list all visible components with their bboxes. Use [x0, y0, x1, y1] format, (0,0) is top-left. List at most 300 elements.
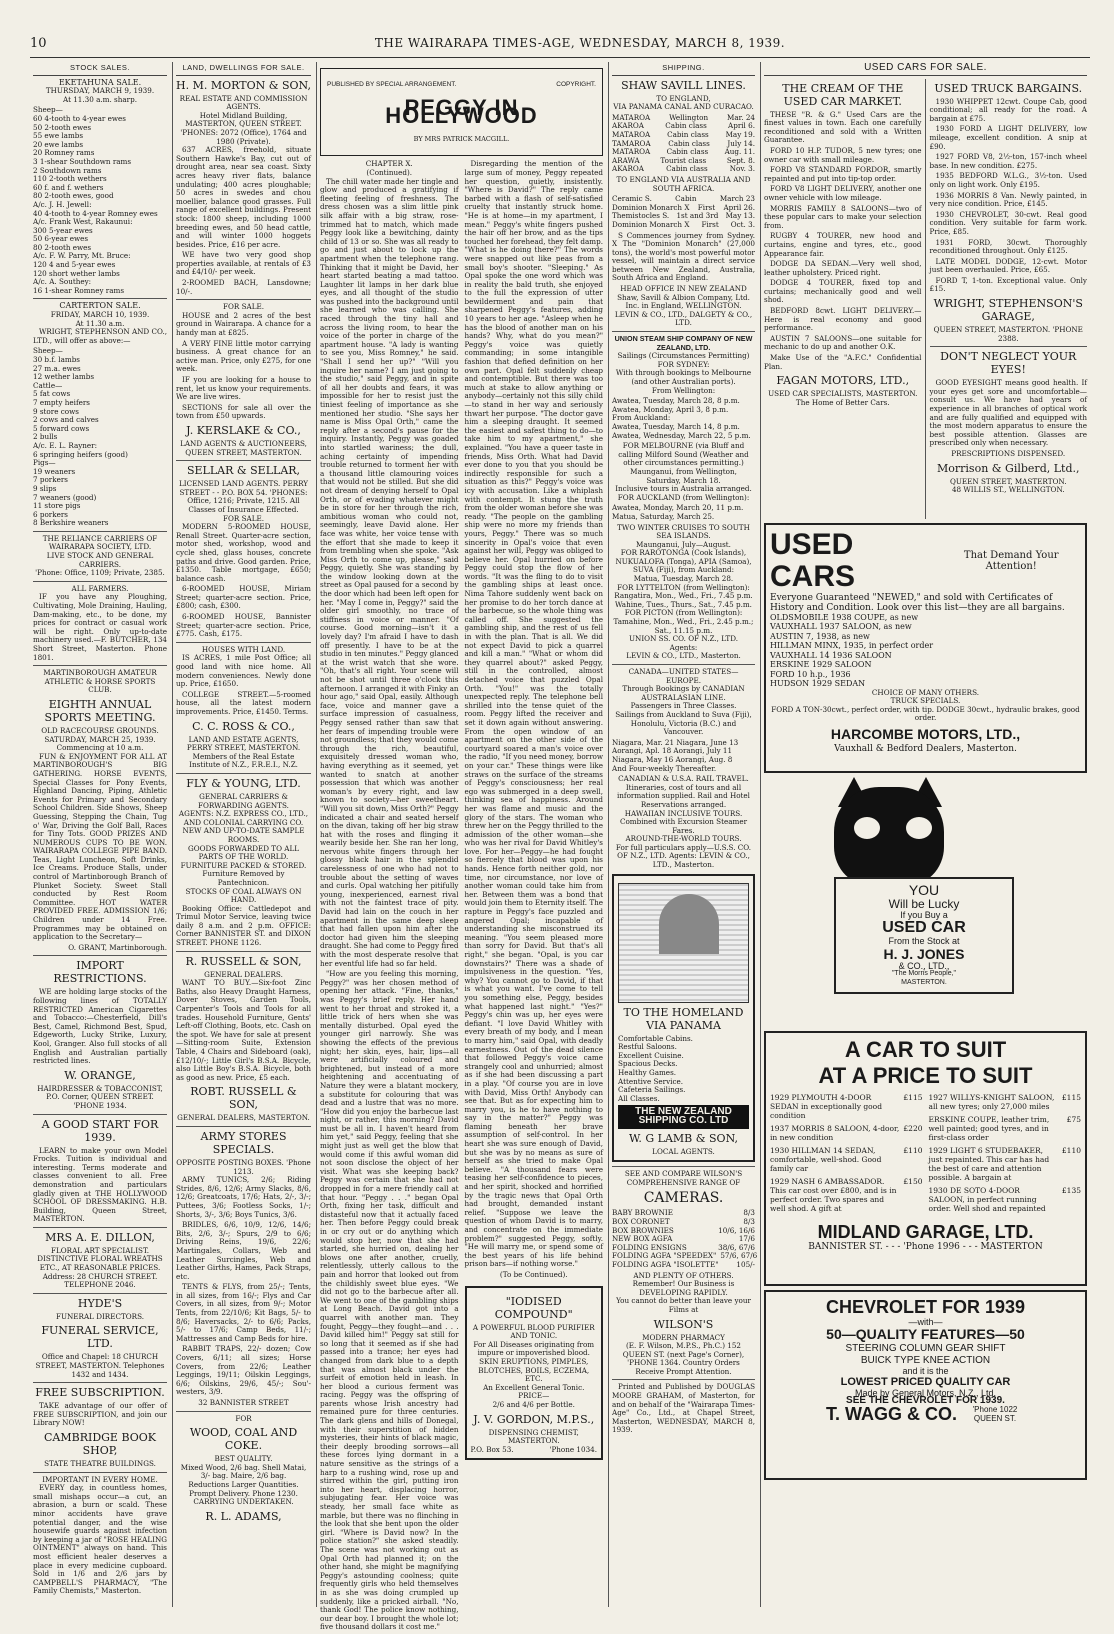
- story-text: Disregarding the mention of the large sum of money, Peggy repeated her question, quietly, insistently. "Where is David?" The reply came barbed with a flash of self-satisfied cruelty that instantly struck home. "He is at home—in my apartment, I mean." Peggy's white fingers pushed the hair off her brow, and as the tips touched her forehead, they felt damp. "What is he doing there?" The words were snapped out like peas from a small boy's shooter. "Sleeping." As Opal spoke the one word which was in reality the bald truth, she enjoyed to the full the expression of utter bewilderment and pain that sharpened Peggy's features, adding 10 years to her age. "Asleep when he has the blood of another man on his hands? Why, what do you mean?" Peggy's voice was quietly commanding; in some intangible fashion that defied definition on her own part. Opal felt suddenly cheap and contemptible. But there was too much at stake to allow anything or anybody—certainly not this silly child—to stand in her way and seriously thwart her purpose. "The doctor gave him a sleeping draught. It seemed the easiest and safest thing to do—to take him to my apartment," she explained. "You have a queer taste in friends, Miss Orth. What had David ever done to you that you should be indirectly responsible for such a situation as this?" Peggy's voice was icy with accusation. Like a whiplash with contempt. It stung the truth from the older woman before she was ready. "The people on the gambling ship were no more my friends than yours, Peggy." There was so much sincerity in Opal's voice that even against her will, Peggy was obliged to believe her. Opal hurried on before Peggy could stop the flow of her words. "It was the fling to do to visit the gambling ships at least once. Nima Tahore suddenly went back on her promise to do her torch dance at the barbecue, so the whole thing was called off. She suggested the gambling ship, and the rest of us fell in with the plan. That is all. We did not expect David to pick a quarrel and kill a man." "What or whom did they quarrel about?" asked Peggy, still in the controlled, almost detached voice that puzzled Opal Orth. "You!" was the totally unexpected reply. The telephone bell shrilled into the tense quiet of the room. Peggy lifted the receiver and set it down again without answering. From the open window of an apartment on the other side of the courtyard soared a man's voice over the radio, "If you need money, borrow on your car." These things were like straws on the surface of the streams of Peggy's consciousness; her real ego was submerged in a deep swell, thinking sea of happiness. Around her was flame and music and the glory of the stars. The woman who threw her on the Peggy thrilled to the admission of the other woman—she who was her rival for David Whitley's love. For her—Peggy—he had fought so fiercely that blood was upon his hands. Hence forth neither gold, nor time, nor circumstance, nor love of another woman could take him from her. Between them was a bond that would join them to Eternity itself. The rapture in Peggy's face puzzled and angered Opal; incapable of understanding she misconstrued its meaning. "You seem pleased more than sorry for David. But that's all right," she began. "Opal, is you car downstairs?" There was a shade of impulsiveness in the question. "Yes, why? You cannot go to David, if that is what you want. I've come to tell you something else, Peggy, besides what happened last night." "Yes?" Peggy's chin was up, her eyes were defiant. "I love David Whitley with every breath of my body, and I mean to marry him," said Opal, with deadly earnestness. Out of the dead silence that followed Peggy's voice came strangely cool and unhurried; almost as if she had been discussing a part in a play. "Of course you are in love with David, Miss Orth! Anybody can see that. But as for expecting him to marry you, is he to have nothing to say in the matter?" Peggy was flaming beneath her brave assumption of self-control. In her heart she was sure enough of David, but she was by no means as sure of herself as she tried to make Opal believe. "A thousand fears were teasing her self-confidence to pieces, and her spirit, shocked and horrified by the tragic news that Opal Orth had brought, demanded instant relief. "Suppose we leave the question of whom David is to marry, and concentrate on the immediate problem?" suggested Peggy, softly. "He will marry me, or spend some of the best years of his life behind prison bars—if nothing worse.": [464, 159, 603, 1269]
- sale-lot: A/c. J. H. Jewell:: [33, 199, 92, 209]
- listing: A VERY FINE little motor carrying business. A great chance for an active man. Price, only £275, for one week.: [176, 338, 311, 374]
- hyde-text: Office and Chapel: 18 CHURCH STREET, MASTERTON. Telephones 1432 and 1434.: [35, 1352, 165, 1379]
- agent-sub: GENERAL CARRIERS & FORWARDING AGENTS.: [198, 791, 289, 810]
- listing: Booking Office: Cattledepot and Trimul Motor Service, leaving twice daily 8 a.m. and 2 p.m. OFFICE: Corner BANNISTER ST. and DIXON STREET. PHONE 1126.: [176, 903, 311, 948]
- sailing-row-cell: Cabin: [675, 194, 697, 204]
- sub-shop2: STATE THEATRE BUILDINGS.: [44, 1459, 156, 1468]
- jones-tag: "The Morris People,": [891, 970, 957, 978]
- midland-car-cell: £115: [903, 1092, 923, 1102]
- car-listing: RUGBY 4 TOURER, new hood and curtains, engine and tyres, etc., good Appearance fair.: [764, 231, 922, 258]
- sailing-row-cell: First: [697, 202, 716, 212]
- camera-row-cell: 17/6: [738, 1234, 755, 1244]
- agent-name: ARMY STORES SPECIALS.: [200, 1129, 287, 1156]
- sailing-table: [612, 114, 755, 174]
- listing: COLLEGE STREET.—5-roomed house, all the latest modern improvements. Price, £1450. Terms.: [176, 689, 311, 716]
- camera-row-cell: BOX CORONET: [612, 1216, 670, 1226]
- route: UNION SS. CO. OF N.Z., LTD.: [629, 634, 738, 644]
- ad-line: SKIN ERUPTIONS, PIMPLES,: [479, 1356, 589, 1366]
- harcombe-ad: [764, 523, 1087, 773]
- listing: MODERN 5-ROOMED HOUSE, Renall Street. Quarter-acre section, motor shed, workshop, wood and cycle shed, glass houses, concrete paths and drive. Good garden. Price, £1350. Table mortgage, £650; balance cash.: [176, 522, 311, 583]
- midland-car-cell: 1929 NASH 6 AMBASSADOR. This car cost over £800, and is in perfect order. Two spares and well shod. A gift at: [770, 1176, 897, 1213]
- route: With through bookings to Melbourne (and other Australian ports).: [615, 368, 752, 386]
- sports-venue: OLD RACECOURSE GROUNDS.: [41, 725, 159, 735]
- sale-lot: 6 springing heifers (good): [33, 449, 128, 459]
- midland-name: MIDLAND GARAGE, LTD.: [817, 1221, 1034, 1242]
- section-header: STOCK SALES.: [33, 62, 167, 76]
- sailing-row-cell: Dominion Monarch X: [612, 219, 690, 229]
- agent-name: H. M. MORTON & SON,: [176, 78, 311, 92]
- sale-lot: 50 2-tooth ewes: [33, 122, 92, 132]
- harcombe-demand: That Demand Your Attention!: [963, 549, 1059, 572]
- sailing-row-cell: Mar. 24: [726, 112, 755, 122]
- sailing-line: Awatea, Monday, March 20, 11 p.m.: [612, 503, 744, 513]
- line-sub: VIA PANAMA CANAL AND CURACAO.: [613, 102, 754, 112]
- sailing-line: Awatea, Tuesday, March 28, 8 p.m.: [612, 396, 740, 406]
- midland-car: [770, 1146, 923, 1173]
- chev-feature: Made by General Motors, N.Z., Ltd.: [854, 1387, 997, 1398]
- agent-sub: NEW AND UP-TO-DATE SAMPLE ROOMS.: [182, 826, 305, 844]
- route: Sailings from Auckland to Suva (Fiji), Honolulu, Victoria (B.C.) and Vancouver.: [615, 709, 752, 737]
- jones-sign: [834, 877, 1014, 994]
- homeland-feature: Attentive Service.: [618, 1076, 684, 1086]
- listing: HOUSE and 2 acres of the best ground in Wairarapa. A chance for a handy man at £825.: [176, 310, 311, 338]
- harcombe-list: [770, 613, 1081, 689]
- route: Agents:: [669, 642, 698, 652]
- sale-lot: A/c. A. Southey:: [33, 277, 92, 287]
- midland-addr: BANNISTER ST. - - - 'Phone 1996 - - - MASTERTON: [808, 1241, 1043, 1252]
- car-listing: DODGE DA SEDAN.—Very well shod, leather upholstery. Priced right.: [764, 259, 922, 277]
- start-text: LEARN to make your own Model Frocks. Tuition is individual and interesting. Terms moderate and classes convenient to all. Free demonstration and particulars gladly given at THE HOLLYWOOD SCHOOL OF DRESSMAKING. H.B. Building, Queen Street, MASTERTON.: [33, 1145, 167, 1224]
- agent-sub: FURNITURE PACKED & STORED. Furniture Removed by Pantechnicon.: [180, 860, 307, 887]
- sale-lot: 300 5-year ewes: [33, 225, 93, 235]
- morrison-sub: 48 WILLIS ST., WELLINGTON.: [951, 485, 1065, 495]
- sale-lot: 3 1-shear Southdown rams: [33, 156, 132, 166]
- car-listing: DODGE 4 TOURER, fixed top and curtains; mechanically good and well shod.: [764, 278, 922, 305]
- story-text: "How are you feeling this morning, Peggy?" was her chosen method of opening her attack. "Fine, thanks," was Peggy's brief reply. Her hand went to her throat and stroked it, a little trick of hers when she was mentally disturbed. Opal eyed the younger girl narrowly. She was showing the effects of the previous night; her skin, eyes, hair, lips—all were artificially coloured and brightened, but instead of a more heightening and accentuating of Nature they were a blatant mockery, a substitute for colouring that was dead and a lustre that was no more. "How did you enjoy the barbecue last night, or rather, this morning? David must be all in. I haven't heard from him yet," said Peggy, feeling that she might just as well get the blow that would come if this awful woman did not soon disclose the object of her visit. What was she keeping back? Peggy was certain that she had not dropped in for a mere friendly call at that hour. "Peggy . . ." began Opal Orth, fixing her task, difficult and distasteful now that it actually faced her. Then before Peggy could break in or cry out or do anything which would stop her, now that she had started, she hurried on, dealing her blows one after another, cruelly, relentlessly, utterly callous to the pain and horror that looked out from the childishly sweet blue eyes. "We did not go to the barbecue after all. We went to one of the gambling ships at Long Beach. David got into a quarrel with another man. They fought, Peggy—they fought—and . . . David killed him!" Peggy sat still for so long that it seemed as if she had passed into a trance; her eyes had changed from dark blue to a depth that was almost black under the surfeit of emotion held in leash. In her blood a curious ferment was racing. Peggy was the offspring of parents whose Irish ancestry had remained pure for three centuries. The dark glens and hills of Donegal, with their superstition of hidden mysteries, their hints of black magic, their deeply brooding sorrows—all these forces lying dormant in a nature sensitive as the strings of a harp to a rushing wind, rose up and stirred within the girl, putting iron into her heart, displacing horror, subjugating fear. Her voice was steady, her small face white as marble, but there was no flinching in the look that she bent upon the older girl. "Where is David now? In the police station?" she asked steadily. The scene was not working out as Opal Orth had planned it; on the other hand, she might be magnifying Peggy's astounding coolness; quite frequently girls who held themselves in as she was doing crumpled up suddenly, like a pricked airball. "No, thank God! The police know nothing, our dear boy. I brought the whole lot; five thousand dollars it cost me.": [320, 969, 459, 1632]
- midland-car-cell: 1930 HILLMAN 14 SEDAN, comfortable, well-shod. Good family car: [770, 1145, 882, 1173]
- ad-line: 2/6 and 4/6 per Bottle.: [492, 1399, 575, 1409]
- ad-line: MASTERTON.: [507, 1436, 560, 1446]
- sports-title: EIGHTH ANNUAL SPORTS MEETING.: [44, 697, 156, 724]
- cameras-title: CAMERAS.: [643, 1190, 724, 1207]
- route: FOR RAROTONGA (Cook Islands), NUKUALOFA (Tonga), APIA (Samoa), SUVA (Fiji), from Auckland:: [615, 548, 752, 575]
- harcombe-car: VAUXHALL 14 1936 SALOON: [770, 650, 892, 660]
- sailing-row-cell: AKAROA: [612, 164, 644, 174]
- sale-lot: A/c. F. W. Parry, Mt. Bruce:: [33, 251, 131, 261]
- sale-date: THURSDAY, MARCH 9, 1939.: [45, 86, 155, 96]
- sailing-row-cell: Dominion Monarch X: [612, 202, 690, 212]
- dillon-text: FLORAL ART SPECIALIST. DISTINCTIVE FLORAL WREATHS ETC., AT REASONABLE PRICES. Address: 28 CHURCH STREET. TELEPHONE 2046.: [37, 1245, 163, 1290]
- midland-line2: AT A PRICE TO SUIT: [818, 1062, 1033, 1088]
- homeland-feature: Restful Saloons.: [618, 1042, 677, 1052]
- truck-listing: 1930 WHIPPET 12cwt. Coupe Cab, good conditional; all ready for the road. A bargain at £75.: [929, 96, 1087, 123]
- fagan-name: FAGAN MOTORS, LTD.,: [776, 374, 910, 388]
- route: LEVIN & CO., LTD., Masterton.: [626, 651, 741, 661]
- camera-row-cell: FOLDING AGFA "ISOLETTE": [612, 1259, 719, 1269]
- masthead: [30, 36, 1090, 58]
- cameras-line: Remember! Our Business is DEVELOPING RAPIDLY.: [632, 1279, 735, 1297]
- midland-car-cell: £150: [903, 1176, 923, 1186]
- cameras-intro: SEE AND COMPARE WILSON'S COMPREHENSIVE RANGE OF: [624, 1169, 743, 1187]
- agent-phone: 'PHONES: 2072 (Office), 1764 and 1980 (Private).: [180, 127, 307, 146]
- chev-feature: LOWEST PRICED QUALITY CAR: [840, 1375, 1011, 1388]
- serial-author: BY MRS PATRICK MACGILL.: [413, 134, 510, 143]
- wood-for: FOR: [235, 1413, 252, 1423]
- sale-lots: [33, 347, 167, 527]
- sale-lot: Cattle—: [33, 380, 63, 390]
- car-listing: MORRIS FAMILY 8 SALOONS—two of these popular cars to make your selection from.: [764, 203, 922, 230]
- midland-car: [770, 1177, 923, 1213]
- sale-lot: 120 short wether lambs: [33, 268, 120, 278]
- truck-listing: 1930 CHEVROLET, 30-cwt. Real good condition. Very suitable for farm work. Price, £85.: [929, 209, 1087, 236]
- chev-q1: 50—QUALITY FEATURES—50: [826, 1326, 1025, 1343]
- truck-list: [930, 98, 1088, 294]
- midland-car: [929, 1146, 1082, 1182]
- sale-lot: 55 ewe lambs: [33, 131, 84, 141]
- chev-title: CHEVROLET FOR 1939: [825, 1296, 1026, 1317]
- midland-car: [929, 1115, 1082, 1142]
- sailing-row-cell: ARAWA: [612, 155, 640, 165]
- midland-car-cell: ERSKINE COUPE, leather trim, well painted; good tyres, and in first-class order: [928, 1114, 1050, 1142]
- cameras-line: AND PLENTY OF OTHERS.: [633, 1270, 734, 1280]
- route: Passengers in Three Classes.: [630, 701, 737, 711]
- story-text: The chill water made her tingle and glow and produced a gratifying if fleeting feeling of freshness. The dress chosen was a slim little pink silk affair with a big straw, rose-trimmed hat to match, which made Peggy look like a bewitching, dainty child of 13 or so. She was all ready to go and just about to lock up the apartment when the telephone rang. Thinking that it might be David, her heart started beating a mad tattoo. Laughter lit lamps in her dark blue eyes, and all thought of the studio was pushed into the background until she learned who was calling. She raced through the tiny hall and across the living room, to hear the voice of the porter in charge of the apartment house. "A lady is wanting to see you, Miss Romney," he said. "Shall I send her up?" "Will you inquire her name? I am just going to the studio," said Peggy, and in spite of all her doubts and fears, it was impossible for her to resist just the tiniest feeling of importance as she mentioned her studio. "She says her name is Miss Opal Orth," came the reply after a second's pause for the inquiry. Instantly, Peggy was goaded into startled wariness; the dull, aching certainty of impending trouble returned to torment her with a thousand little clamouring voices that would not be stilled. But she did not dream of denying herself to Opal Orth, or of evading whatever might be in store for her through the rich, ambitious woman who could not, seemingly, leave David alone. Her face was white, her voice tense with the effort that she made to keep it from trembling when she spoke. "Ask Miss Orth to come up, please," said Peggy, quietly. She was standing by the window looking down at the street as Opal paused for a second by the door which had been left open for her. "May I come in, Peggy?" said the older girl smoothly, no trace of stiffness in voice or manner. "Of course. Good morning—isn't it a lovely day? I'm afraid I have to dash off presently. I have to be at the studio in ten minutes." Peggy glanced at the wrist watch that she wore. "Oh, that's all right. Your scene will not be shot until three o'clock this afternoon. I arranged it with Finky an hour ago," said Opal, easily. Although face, voice and manner gave a surface impression of casualness, Peggy sensed rather than saw that her fears of impending trouble were not groundless; that they would come through the rich, beautiful, exquisitely dressed woman who, having everything as it seemed, yet wanted to snatch at another possession that which was another woman's by every right, and law known to society—her sweetheart. "Will you sit down, Miss Orth?" Peggy indicated a chair and seated herself on the divan, taking off her big straw hat with the roses and flinging it wearily beside her. She ran her long, nervous white fingers through her glossy black hair in the splendid carelessness of one who had not to trouble about the setting of waves and curls. Opal watching her pitifully young, inexperienced, earnest rival with not the faintest trace of pity. David had lain on the couch in her apartment in the same deep sleep that had fallen upon him after the doctor had given him the sleeping draught. She had come to Peggy fired with the most desperate resolve that her eventful life had so far held.: [320, 176, 459, 968]
- route: FOR PICTON (from Wellington): Tamahine, Mon., Wed., Fri., 2.45 p.m.; Sat., 11.15 p.m.: [613, 608, 754, 635]
- midland-car-cell: £115: [1061, 1092, 1081, 1102]
- truck-listing: 1935 BEDFORD W.L.G., 3½-ton. Used only on light work. Only £195.: [929, 171, 1087, 189]
- agent-sub: Reductions Larger Quantities.: [188, 1479, 299, 1489]
- camera-row-cell: NEW BOX AGFA: [612, 1234, 673, 1244]
- sailing-row-cell: Nov. 3.: [729, 164, 755, 174]
- listing: IS ACRES, 1 mile Post Office; all good land with nice home. All modern conveniences. Newly done up. Price, £1650.: [176, 653, 311, 689]
- camera-list: [612, 1208, 758, 1269]
- midland-car-cell: 1929 LIGHT 6 STUDEBAKER, just repainted. This car has had the best of care and attention possible. A bargain at: [928, 1145, 1050, 1182]
- sale-lot: 6 porkers: [33, 509, 68, 519]
- iodised-ad: [465, 1286, 604, 1461]
- harcombe-used: USED CARS: [770, 527, 856, 593]
- homeland-feature: Spacious Decks.: [618, 1059, 678, 1069]
- import-title: IMPORT RESTRICTIONS.: [53, 959, 147, 986]
- homeland-feature: Excellent Cuisine.: [618, 1050, 684, 1060]
- sale-lot: 8 Berkshire weaners: [33, 518, 109, 528]
- line-title: SHAW SAVILL LINES.: [621, 78, 746, 92]
- line-text: HEAD OFFICE IN NEW ZEALAND Shaw, Savill & Albion Company, Ltd. Inc. in England, WELLINGTON.: [617, 284, 750, 311]
- chevrolet-ad: [764, 1290, 1087, 1480]
- agent-sub: Members of the Real Estate Institute of N.Z., F.R.E.I., N.Z.: [189, 751, 298, 770]
- listing: RABBIT TRAPS, 22/- dozen; Cow Covers, 6/11; all sizes; Horse Covers, from 22/6; Leather Leggings, 19/11; Oilskin Leggings, 6/6; Oilskins, 29/6, 45/-; Sou'-westers, 3/9.: [176, 1344, 311, 1397]
- sale-lot: Pigs—: [33, 458, 56, 468]
- harcombe-car: HILLMAN MINX, 1935, in perfect order: [770, 641, 934, 651]
- sailing-row-cell: Tourist class: [660, 155, 707, 165]
- truck-listing: LATE MODEL DODGE, 12-cwt. Motor just been overhauled. Price, £65.: [929, 256, 1087, 275]
- sailing-row-cell: AKAROA: [612, 121, 644, 131]
- car-listing: FORD V8 LIGHT DELIVERY, another one owner vehicle with low mileage.: [764, 184, 922, 202]
- sports-head: MARTINBOROUGH AMATEUR ATHLETIC & HORSE SPORTS CLUB.: [43, 668, 157, 695]
- sub-text: TAKE advantage of our offer of FREE SUBSCRIPTION, and join our Library NOW!: [33, 1401, 167, 1428]
- ad-title: "IODISED COMPOUND": [494, 1294, 573, 1321]
- agent-sub: GENERAL DEALERS.: [204, 969, 283, 979]
- homeland-features: [618, 1035, 749, 1104]
- listing: 6-ROOMED HOUSE, Bannister Street; quarter-acre section. Price, £775. Cash, £175.: [176, 612, 311, 639]
- route: AROUND-THE-WORLD TOURS.: [625, 834, 742, 844]
- sale-lot: 2 bulls: [33, 432, 58, 442]
- sailings: [612, 739, 755, 773]
- agent-name: SELLAR & SELLAR,: [186, 464, 301, 478]
- section-header: LAND, DWELLINGS FOR SALE.: [176, 62, 311, 76]
- sailing-line: Niagara, May 16 Aorangi, Aug. 8: [612, 754, 733, 764]
- reliance-phone: 'Phone: Office, 1109; Private, 2385.: [35, 568, 165, 578]
- continued: (Continued).: [366, 167, 413, 177]
- sale-lot: 20 Romney rams: [33, 148, 95, 158]
- sailings: [612, 397, 755, 440]
- sailing-row-cell: Themistocles S.: [612, 211, 670, 221]
- agent-name: R. L. ADAMS,: [205, 1509, 282, 1523]
- camera-row-cell: BOX BROWNIES: [612, 1225, 674, 1235]
- car-listing: FORD V8 STANDARD FORDOR, smartly repainted and put into tip-top order.: [764, 165, 922, 183]
- morrison-sub: QUEEN STREET, MASTERTON.: [949, 476, 1067, 486]
- sale-lot: 5 forward cows: [33, 423, 90, 433]
- jones-name2: & CO., LTD.,: [898, 960, 950, 971]
- camera-row-cell: BABY BROWNIE: [612, 1208, 674, 1218]
- sailing-row-cell: July 14.: [727, 138, 755, 148]
- chev-with: —with—: [908, 1316, 943, 1327]
- sports-text: FUN & ENJOYMENT FOR ALL AT MARTINBOROUGH'S BIG GATHERING. HORSE EVENTS, Special Classes for Pony Events, Highland Dancing, Piping, Athletic Events for Primary and Secondary School Children. Side Shows, Sheep Guessing, Stepping the Chain, Tug o' War, Driving the Golf Ball, Races for Tiny Tots. GOOD PRIZES AND NUMEROUS CUPS TO BE WON. WAIRARAPA COLLEGE PIPE BAND. Teas, Light Luncheon, Soft Drinks, Ice Creams. Produce Stalls, under control of Martinborough Branch of Plunket Society. Sweet Stall conducted by Rest Room Committee. HOT WATER PROVIDED FREE. ADMISSION 1/6; Children under 14 Free. Programmes may be obtained on application to the Secretary—: [33, 751, 167, 942]
- midland-car-cell: 1927 WILLYS-KNIGHT SALOON, all new tyres; only 27,000 miles: [928, 1092, 1055, 1111]
- chev-dealer: T. WAGG & CO.: [825, 1404, 957, 1425]
- camera-row: [612, 1261, 755, 1270]
- midland-car-cell: £110: [903, 1145, 923, 1155]
- serial-title: PEGGY IN HOLLYWOOD: [385, 94, 538, 129]
- ad-line: For All Diseases originating from impure or impoverished blood.: [473, 1339, 595, 1358]
- jones-ad: [764, 777, 1087, 1027]
- sale-time: At 11.30 a.m. sharp.: [63, 94, 137, 104]
- harcombe-name: HARCOMBE MOTORS, LTD.,: [830, 725, 1021, 742]
- serial-title-box: [320, 68, 603, 156]
- nz-shipping-banner: THE NEW ZEALAND SHIPPING CO. LTD: [618, 1105, 749, 1128]
- sailing-row-cell: April 6.: [728, 121, 755, 131]
- agent-sub: Prompt Delivery. Phone 1230.: [189, 1488, 298, 1498]
- route: HAWAIIAN INCLUSIVE TOURS. Combined with Excursion Steamer Fares.: [619, 808, 748, 835]
- listing: WE have two very good shop properties available, at rentals of £3 and £4/10/- per week.: [176, 250, 311, 277]
- agent-name: R. RUSSELL & SON,: [185, 954, 302, 968]
- chev-feature: STEERING COLUMN GEAR SHIFT: [845, 1343, 1006, 1355]
- car-listing: AUSTIN 7 SALOONS—one suitable for mechanic to do up and another O.K.: [764, 333, 922, 352]
- agent-sub: GOODS FORWARDED TO ALL PARTS OF THE WORLD.: [187, 843, 300, 862]
- truck-listing: 1931 FORD, 30cwt. Thoroughly reconditioned throughout. Only £125.: [929, 237, 1087, 256]
- midland-car-cell: 1929 PLYMOUTH 4-DOOR SEDAN in exceptionally good condition: [770, 1092, 882, 1120]
- ad-line: PRICE—: [518, 1391, 550, 1401]
- sailings: [612, 504, 755, 521]
- houses-head: HOUSES WITH LAND.: [201, 644, 286, 654]
- agent-sub: Mixed Wood, 2/6 bag. Shell Matai, 3/- bag. Maire, 2/6 bag.: [180, 1462, 307, 1481]
- sale-lot: 80 2-tooth ewes, good: [33, 191, 114, 201]
- section-header: USED CARS FOR SALE.: [764, 62, 1087, 76]
- eyes-title: DON'T NEGLECT YOUR EYES!: [940, 350, 1077, 377]
- midland-right-list: [929, 1093, 1082, 1217]
- ad-line: An Excellent General Tonic.: [483, 1382, 585, 1392]
- jones-loc: MASTERTON.: [901, 978, 947, 986]
- sale-lot: 5 fat cows: [33, 389, 71, 399]
- listing: 6-ROOMED HOUSE, Miriam Street; quarter-acre section. Price, £800; cash, £300.: [176, 584, 311, 611]
- camera-row-cell: 10/6, 16/6: [718, 1225, 755, 1235]
- listing: ARMY TUNICS, 2/6; Riding Strides, 8/6, 12/6; Army Slacks, 8/6, 12/6; Greatcoats, 17/6; Hats, 2/-, 3/-; Puttees, 3/6; Footless Socks, 1/-; Shorts, 3/-, 3/6; Boys Tunics, 3/6.: [176, 1175, 311, 1219]
- midland-car-cell: £220: [903, 1123, 923, 1133]
- line-text: S Commences journey from Sydney. X The "Dominion Monarch" (27,000 tons), the world's most powerful motor vessel, will maintain a direct service between New Zealand, Australia, South Africa and England.: [612, 230, 755, 283]
- sailing-row-cell: Cabin class: [668, 138, 710, 148]
- agent-name: ROBT. RUSSELL & SON,: [190, 1085, 297, 1112]
- route: Maunganui, July—August.: [636, 539, 731, 549]
- forsale-head: FOR SALE.: [223, 513, 264, 523]
- homeland-feature: Cafeteria Sailings.: [618, 1085, 686, 1095]
- sale-lot: 7 empty heifers: [33, 397, 90, 407]
- sale-lot: 9 slips: [33, 483, 57, 493]
- sale-lot: 110 2-tooth wethers: [33, 174, 107, 184]
- wilson-sub: MODERN PHARMACY: [642, 1332, 725, 1342]
- camera-row-cell: 38/6, 67/6: [718, 1242, 755, 1252]
- published-note: PUBLISHED BY SPECIAL ARRANGEMENT.: [327, 81, 457, 88]
- harcombe-car: ERSKINE 1929 SALOON: [770, 660, 872, 670]
- midland-car-cell: £110: [1061, 1145, 1081, 1155]
- homeland-feature: Healthy Games.: [618, 1068, 677, 1078]
- route: FOR LYTTELTON (from Wellington): Rangatira, Mon., Wed., Fri., 7.45 p.m. Wahine, Tues., Thurs., Sat., 7.45 p.m.: [614, 582, 753, 609]
- sale-lot: 19 weaners: [33, 466, 76, 476]
- column-shipping: [608, 62, 758, 1607]
- wilson-sub: (E. F. Wilson, M.P.S., Ph.C.) 152 QUEEN ST. (next Page's Corner), 'PHONE 1364. Country Orders Receive Prompt Attention.: [622, 1341, 745, 1376]
- newspaper-title: THE WAIRARAPA TIMES-AGE, WEDNESDAY, MARCH 8, 1939.: [374, 36, 786, 50]
- route: Matua, Tuesday, March 28.: [633, 574, 734, 584]
- sale-intro: WRIGHT, STEPHENSON AND CO., LTD., will offer as above:—: [33, 327, 168, 345]
- sub-shop: CAMBRIDGE BOOK SHOP,: [43, 1431, 156, 1457]
- line-sub: TO ENGLAND VIA AUSTRALIA AND SOUTH AFRICA.: [616, 174, 751, 193]
- reliance-title: THE RELIANCE CARRIERS OF WAIRARAPA SOCIETY, LTD.: [42, 533, 158, 552]
- route: FOR SYDNEY:: [657, 359, 710, 369]
- midland-car: [770, 1093, 923, 1120]
- listing: IF you are looking for a house to rent, let us know your requirements. We are live wires.: [176, 375, 311, 402]
- camera-row-cell: FOLDING ENSIGNS: [612, 1242, 687, 1252]
- ad-line: 'Phone 1034.: [549, 1444, 597, 1454]
- ad-line: BLOTCHES, BOILS, ECZEMA, ETC.: [478, 1365, 590, 1384]
- sale-title: EKETAHUNA SALE.: [58, 77, 142, 87]
- sale-lot: 20 ewe lambs: [33, 139, 84, 149]
- sports-time: Commencing at 10 a.m.: [56, 743, 144, 753]
- fagan-sub: USED CAR SPECIALISTS, MASTERTON.: [768, 389, 918, 399]
- agent-name: C. C. ROSS & CO.,: [192, 719, 295, 733]
- agent-sub: REAL ESTATE AND COMMISSION AGENTS.: [179, 93, 308, 112]
- route: TWO WINTER CRUISES TO SOUTH SEA ISLANDS.: [617, 522, 750, 541]
- sale-lot: Sheep—: [33, 346, 63, 356]
- truck-listing: FORD T, 1-ton. Exceptional value. Only £15.: [929, 275, 1087, 294]
- camera-row-cell: 105/-: [736, 1259, 755, 1269]
- sailing-line: Awatea, Tuesday, March 14, 8 p.m.: [612, 421, 740, 431]
- agent-sub: GENERAL DEALERS, MASTERTON.: [177, 1113, 310, 1123]
- sailing-row-cell: March 23: [719, 194, 755, 204]
- sale-lot: 30 b.f. lambs: [33, 355, 80, 364]
- agent-name: WOOD, COAL AND COKE.: [189, 1426, 298, 1453]
- agent-address: Hotel Midland Building, MASTERTON, QUEEN STREET.: [185, 110, 302, 129]
- line-title: UNION STEAM SHIP COMPANY OF NEW ZEALAND, LTD.: [614, 334, 753, 352]
- route: CANADA—UNITED STATES—EUROPE.: [628, 667, 739, 685]
- sale-lot: A/c. E. L. Rayner:: [33, 440, 98, 450]
- harcombe-line: FORD A TON-30cwt., perfect order, with tip. DODGE 30cwt., hydraulic brakes, good order.: [771, 704, 1080, 723]
- route: Maunganui, from Wellington, Saturday, March 18.: [630, 466, 737, 485]
- wright-name: WRIGHT, STEPHENSON'S GARAGE,: [933, 297, 1083, 324]
- harcombe-car: HUDSON 1929 SEDAN: [770, 679, 866, 689]
- sailing-row-cell: April 26.: [723, 202, 755, 212]
- agent-sub: LAND AGENTS & AUCTIONEERS, QUEEN STREET, MASTERTON.: [180, 438, 307, 457]
- midland-left-list: [770, 1093, 923, 1217]
- hyde-big: FUNERAL SERVICE, LTD.: [41, 1324, 159, 1351]
- chev-phone: 'Phone 1022 QUEEN ST.: [972, 1404, 1018, 1423]
- route: FOR AUCKLAND (from Wellington):: [617, 492, 750, 502]
- imprint: Printed and Published by DOUGLAS MOORE GRAHAM, of Masterton, for and on behalf of the "Wairarapa Times-Age" Co., Ltd., at Chapel Street, Masterton, WEDNESDAY, MARCH 8, 1939.: [612, 1382, 755, 1435]
- to-be-continued: (To be Continued).: [499, 1269, 568, 1279]
- dillon-title: MRS A. E. DILLON,: [45, 1230, 155, 1244]
- sailing-row-cell: 1st and 3rd: [676, 211, 719, 221]
- midland-car: [929, 1093, 1082, 1111]
- sale-lots: [33, 106, 167, 295]
- wilson-name: WILSON'S: [653, 1317, 714, 1331]
- forsale-head: FOR SALE.: [223, 302, 264, 312]
- route: Through Bookings by CANADIAN AUSTRALASIAN LINE.: [622, 684, 745, 702]
- sale-lot: 27 m.a. ewes: [33, 363, 81, 373]
- morrison-name: Morrison & Gilberd, Ltd.,: [937, 461, 1080, 475]
- agent-sub: STOCKS OF COAL ALWAYS ON HAND.: [185, 886, 302, 905]
- sale-lot: 16 1-shear Romney rams: [33, 285, 125, 295]
- farmers-head: ALL FARMERS.: [71, 583, 129, 593]
- chev-feature: BUICK TYPE KNEE ACTION: [860, 1355, 991, 1367]
- camera-row-cell: FOLDING AGFA "SPEEDEX": [612, 1251, 717, 1261]
- car-listing: Make Use of the "A.F.C." Confidential Plan.: [764, 353, 922, 371]
- sale-title: CARTERTON SALE.: [59, 301, 141, 311]
- listing: WANT TO BUY.—Six-foot Zinc Baths, also Heavy Draught Harness, Dover Stoves, Garden Tools, Carpenter's Tools and Tools for all trades. Household Furniture, Gents' Left-off Clothing, Boots, etc. Cash on the spot. We have for sale at present—Sitting-room Suite, Extension Table, 4 Chairs and Sideboard (oak), £12/10/-; Little Girl's B.S.A. Bicycle, also Little Boy's B.S.A. Bicycle, both as good as new. Price, £5 each.: [176, 978, 311, 1082]
- serial-story: [316, 62, 606, 1632]
- harcombe-line: CHOICE OF MANY OTHERS.: [871, 687, 980, 697]
- sailing-row-cell: First: [701, 219, 719, 229]
- agent-sub: LOCAL AGENTS.: [652, 1146, 715, 1156]
- sailing-row-cell: Wellington: [669, 112, 709, 122]
- sailing-row-cell: MATAROA: [612, 147, 651, 157]
- listing: 2-ROOMED BACH, Lansdowne; 10/-.: [176, 278, 311, 296]
- farmers-text: IF you have any Ploughing, Cultivating, Mole Draining, Hauling, Dam-making, etc., to be done, my prices for contract or casual work will be right. Only up-to-date machinery used.—F. BUTCHER, 134 Short Street, Masterton. Phone 1801.: [33, 592, 167, 662]
- sailing-line: And Four-weekly Thereafter.: [612, 763, 717, 773]
- agent-sub: CARRYING UNDERTAKEN.: [193, 1497, 294, 1507]
- import-sign2: HAIRDRESSER & TOBACCONIST, P.O. Corner, QUEEN STREET. 'PHONE 1934.: [37, 1083, 163, 1110]
- truck-listing: 1936 MORRIS 8 Van. Newly painted, in very nice condition. Price, £145.: [929, 190, 1087, 209]
- chev-feature: SEE THE CHEVROLET FOR 1939.: [846, 1395, 1005, 1407]
- sailing-line: Awatea, Monday, April 3, 8 p.m.: [612, 404, 729, 414]
- listing: BRIDLES, 6/6, 10/9, 12/6, 14/6; Bits, 2/6, 3/-; Spurs, 2/9 to 6/6; Driving Reins, 19/6, 22/6; Martingales, Collars, Web and Leather Surcingles, Web and Leather Girths, Hames, Pack Straps, etc.: [176, 1220, 311, 1281]
- harcombe-car: AUSTIN 7, 1938, as new: [770, 631, 870, 641]
- route: FOR MELBOURNE (via Bluff and calling Milford Sound (Weather and other circumstances permitting.): [618, 441, 749, 468]
- midland-ad: [764, 1031, 1087, 1286]
- harcombe-text: Everyone Guaranteed "NEWED," and sold with Certificates of History and Condition. Look over this list—they are all bargains.: [770, 592, 1065, 613]
- route: CANADIAN & U.S.A. RAIL TRAVEL.: [618, 774, 749, 784]
- sale-date: FRIDAY, MARCH 10, 1939.: [50, 310, 150, 320]
- agent-sub: OPPOSITE POSTING BOXES. 'Phone 1213.: [176, 1157, 311, 1176]
- midland-car: [929, 1186, 1082, 1213]
- midland-line1: A CAR TO SUIT: [844, 1036, 1007, 1062]
- homeland-ad: [612, 874, 755, 1163]
- start-title: A GOOD START FOR 1939.: [41, 1117, 159, 1144]
- agent-sub: 32 BANNISTER STREET: [198, 1398, 289, 1407]
- sale-time: At 11.30 a.m.: [75, 318, 125, 328]
- truck-listing: 1927 FORD V8, 2½-ton, 157-inch wheel base. In new condition. £275.: [929, 152, 1087, 170]
- sale-lot: 120 4 and 5-year ewes: [33, 260, 116, 270]
- listing: SECTIONS for sale all over the town from £50 upwards.: [176, 402, 311, 421]
- route: Itineraries, cost of tours and all information supplied. Rail and Hotel Reservations arranged.: [616, 782, 750, 809]
- agent-name: W. G LAMB & SON,: [628, 1131, 738, 1145]
- ad-line: J. V. GORDON, M.P.S.,: [473, 1412, 595, 1426]
